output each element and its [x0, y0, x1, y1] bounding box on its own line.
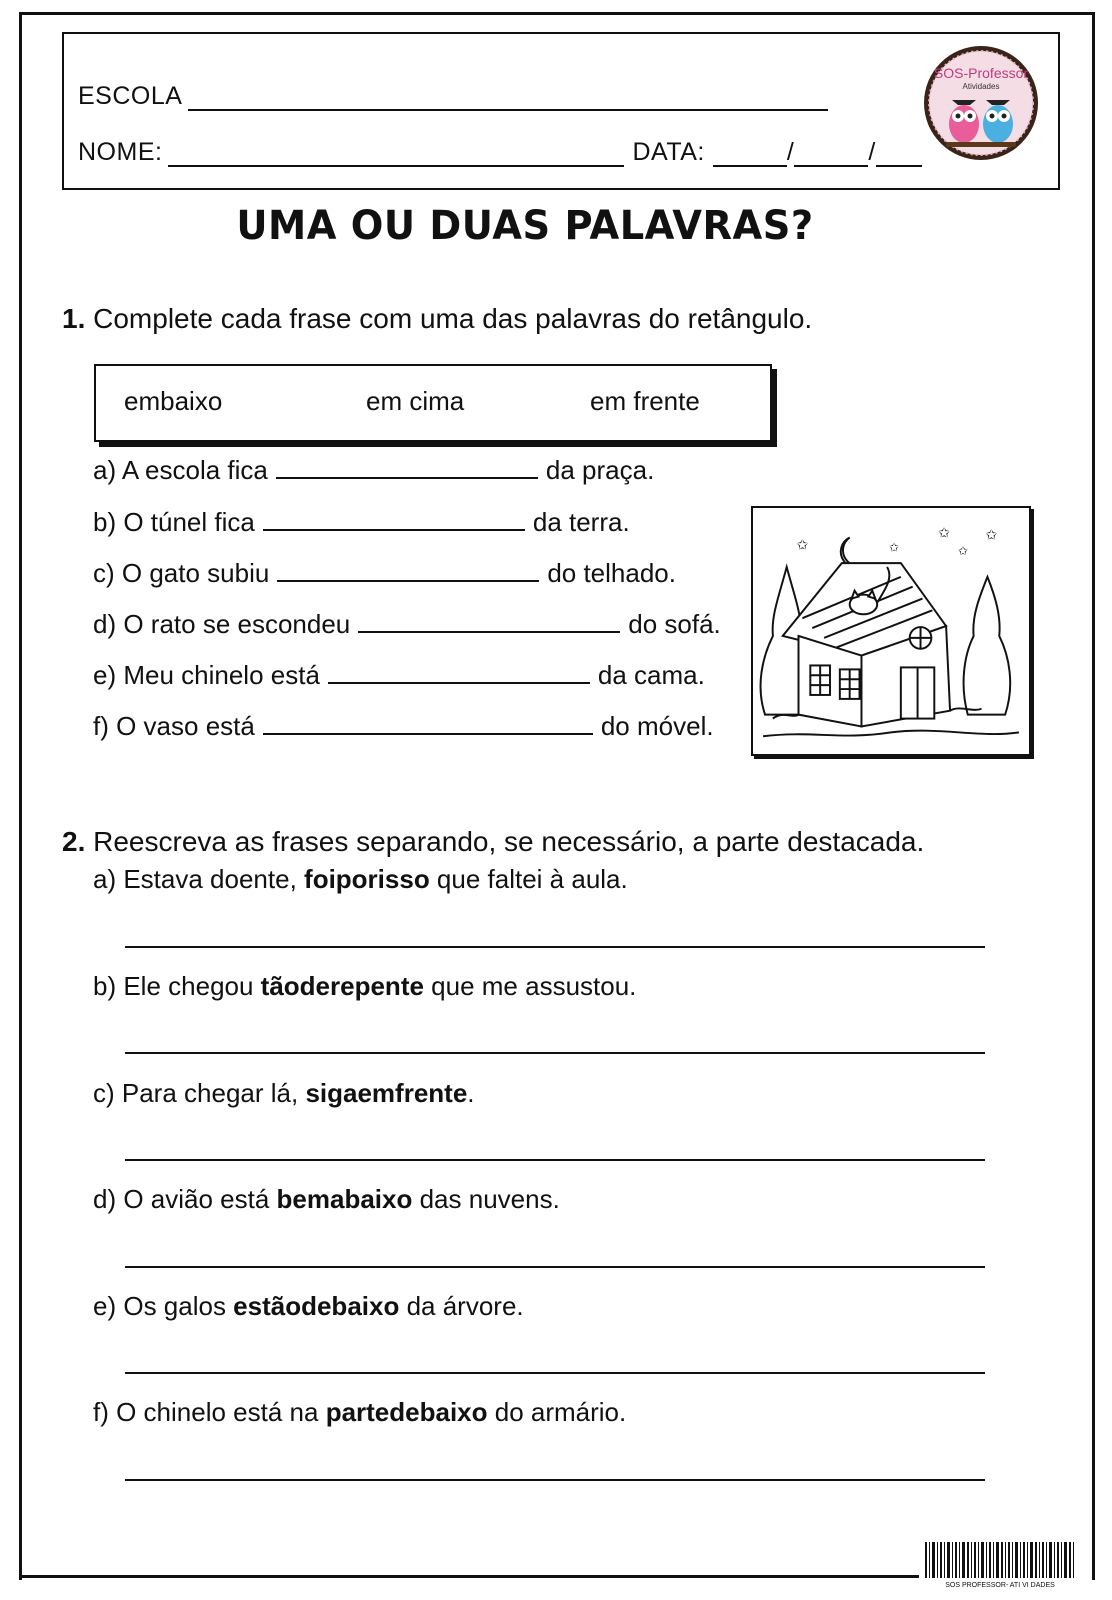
q1-sentence-a	[93, 455, 654, 486]
page-bottom-line	[19, 1575, 919, 1578]
worksheet-title: UMA OU DUAS PALAVRAS?	[236, 203, 814, 249]
school-label: ESCOLA	[78, 82, 183, 110]
sentence-start: e) Meu chinelo está	[93, 660, 320, 690]
svg-text:✩: ✩	[985, 527, 998, 543]
answer-line[interactable]	[125, 1479, 985, 1481]
q2-sentence-f	[93, 1397, 626, 1428]
highlighted-part: sigaemfrente	[305, 1078, 468, 1108]
answer-line[interactable]	[125, 946, 985, 948]
question-1-number: 1.	[62, 303, 86, 334]
barcode-text: SOS PROFESSOR- ATI VI DADES	[945, 1582, 1055, 1589]
sentence-start: f) O chinelo está na	[93, 1397, 326, 1427]
sentence-end: da praça.	[545, 455, 655, 485]
sentence-end: do telhado.	[547, 558, 676, 588]
q2-sentence-b	[93, 971, 636, 1002]
fill-blank[interactable]	[276, 455, 538, 479]
date-separator: /	[786, 138, 795, 166]
highlighted-part: bemabaixo	[276, 1184, 413, 1214]
q2-sentence-d	[93, 1184, 560, 1215]
fill-blank[interactable]	[277, 558, 539, 582]
q2-sentence-a	[93, 864, 628, 895]
fill-blank[interactable]	[263, 507, 525, 531]
fill-blank[interactable]	[328, 660, 590, 684]
sentence-start: b) Ele chegou	[93, 971, 261, 1001]
sos-professor-logo	[922, 44, 1040, 162]
sentence-start: a) Estava doente,	[93, 864, 305, 894]
house-illustration	[751, 506, 1031, 756]
logo-sub: Atividades	[962, 82, 1000, 91]
barcode-icon	[923, 1540, 1077, 1590]
name-field[interactable]	[168, 145, 624, 167]
answer-line[interactable]	[125, 1372, 985, 1374]
word-bank-item: em cima	[366, 386, 465, 416]
q1-sentence-d	[93, 609, 721, 640]
q1-sentence-c	[93, 558, 676, 589]
sentence-start: d) O avião está	[93, 1184, 277, 1214]
highlighted-part: tãoderepente	[260, 971, 424, 1001]
sentence-end: da árvore.	[399, 1291, 524, 1321]
highlighted-part: partedebaixo	[325, 1397, 488, 1427]
svg-text:✩: ✩	[938, 525, 950, 541]
sentence-start: a) A escola fica	[93, 455, 268, 485]
svg-text:✩: ✩	[796, 537, 809, 553]
question-2-instruction: Reescreva as frases separando, se necessário, a parte destacada.	[93, 826, 925, 857]
sentence-start: d) O rato se escondeu	[93, 609, 351, 639]
date-year-field[interactable]	[876, 145, 922, 167]
answer-line[interactable]	[125, 1052, 985, 1054]
sentence-end: do armário.	[487, 1397, 627, 1427]
fill-blank[interactable]	[358, 609, 620, 633]
answer-line[interactable]	[125, 1159, 985, 1161]
sentence-end: que me assustou.	[423, 971, 637, 1001]
sentence-start: c) Para chegar lá,	[93, 1078, 306, 1108]
school-field[interactable]	[188, 89, 828, 111]
name-label: NOME:	[78, 138, 163, 166]
date-separator: /	[868, 138, 876, 166]
sentence-start: c) O gato subiu	[93, 558, 270, 588]
sentence-start: f) O vaso está	[93, 711, 255, 741]
fill-blank[interactable]	[263, 711, 593, 735]
date-day-field[interactable]	[713, 145, 787, 167]
highlighted-part: estãodebaixo	[233, 1291, 400, 1321]
svg-text:✩: ✩	[889, 540, 899, 555]
sentence-end: das nuvens.	[412, 1184, 560, 1214]
date-label: DATA:	[632, 138, 705, 166]
highlighted-part: foiporisso	[304, 864, 430, 894]
svg-text:✩: ✩	[957, 544, 968, 559]
school-row	[78, 82, 828, 111]
q1-sentence-e	[93, 660, 705, 691]
sentence-end: da cama.	[597, 660, 705, 690]
sentence-end: .	[467, 1078, 475, 1108]
q1-sentence-b	[93, 507, 630, 538]
question-1-heading	[62, 303, 812, 335]
logo-name: SOS-Professor	[933, 65, 1029, 81]
sentence-start: e) Os galos	[93, 1291, 234, 1321]
question-2-number: 2.	[62, 826, 86, 857]
q2-sentence-e	[93, 1291, 524, 1322]
answer-line[interactable]	[125, 1266, 985, 1268]
sentence-start: b) O túnel fica	[93, 507, 255, 537]
name-row	[78, 138, 922, 167]
header-box	[62, 32, 1060, 190]
question-1-instruction: Complete cada frase com uma das palavras do retângulo.	[93, 303, 813, 334]
date-month-field[interactable]	[794, 145, 868, 167]
q1-sentence-f	[93, 711, 714, 742]
q2-sentence-c	[93, 1078, 475, 1109]
sentence-end: da terra.	[532, 507, 630, 537]
word-bank-box	[94, 364, 772, 442]
word-bank-item: em frente	[590, 386, 700, 416]
sentence-end: que faltei à aula.	[429, 864, 628, 894]
sentence-end: do sofá.	[628, 609, 721, 639]
word-bank-item: embaixo	[124, 386, 223, 416]
question-2-heading	[62, 826, 924, 858]
sentence-end: do móvel.	[600, 711, 714, 741]
